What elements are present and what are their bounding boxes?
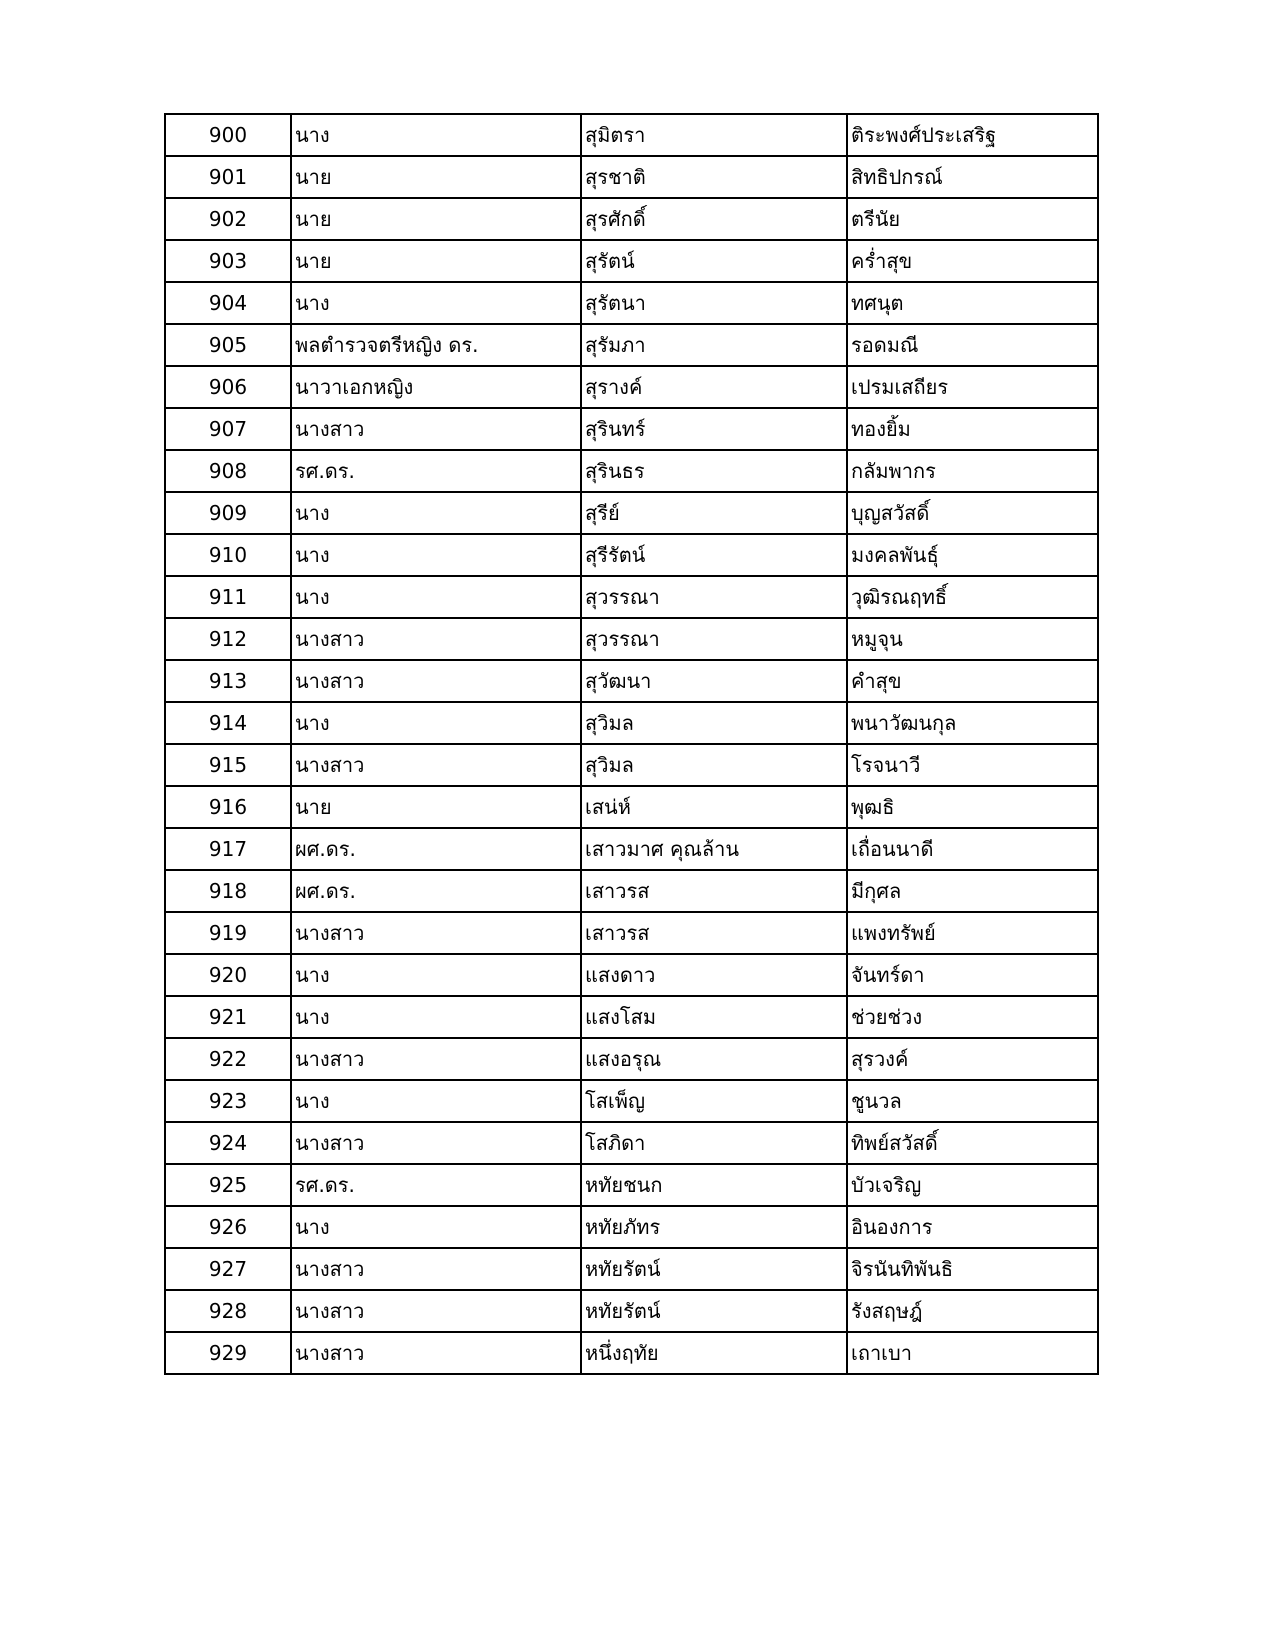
table-row xyxy=(165,912,1098,954)
row-number-cell: 909 xyxy=(165,492,291,534)
row-number-cell: 916 xyxy=(165,786,291,828)
row-number-cell: 912 xyxy=(165,618,291,660)
row-number-cell: 908 xyxy=(165,450,291,492)
first-name-cell: แสงดาว xyxy=(581,954,847,996)
title-cell: นาง xyxy=(291,576,581,618)
title-cell: นาง xyxy=(291,282,581,324)
table-row xyxy=(165,996,1098,1038)
first-name-cell: หทัยรัตน์ xyxy=(581,1290,847,1332)
last-name-cell: หมูจุน xyxy=(847,618,1098,660)
first-name-cell: หทัยรัตน์ xyxy=(581,1248,847,1290)
first-name-cell: หทัยภัทร xyxy=(581,1206,847,1248)
table-row xyxy=(165,954,1098,996)
table-row xyxy=(165,282,1098,324)
last-name-cell: พุฒธิ xyxy=(847,786,1098,828)
title-cell: นาง xyxy=(291,1206,581,1248)
last-name-cell: จันทร์ดา xyxy=(847,954,1098,996)
last-name-cell: เถื่อนนาดี xyxy=(847,828,1098,870)
first-name-cell: แสงโสม xyxy=(581,996,847,1038)
first-name-cell: เสน่ห์ xyxy=(581,786,847,828)
title-cell: นาง xyxy=(291,702,581,744)
last-name-cell: บัวเจริญ xyxy=(847,1164,1098,1206)
last-name-cell: อินองการ xyxy=(847,1206,1098,1248)
last-name-cell: คร่ำสุข xyxy=(847,240,1098,282)
row-number-cell: 903 xyxy=(165,240,291,282)
title-cell: รศ.ดร. xyxy=(291,1164,581,1206)
row-number-cell: 913 xyxy=(165,660,291,702)
row-number-cell: 925 xyxy=(165,1164,291,1206)
table-row xyxy=(165,1206,1098,1248)
first-name-cell: สุรินธร xyxy=(581,450,847,492)
row-number-cell: 907 xyxy=(165,408,291,450)
last-name-cell: คำสุข xyxy=(847,660,1098,702)
table-row xyxy=(165,1038,1098,1080)
name-roster-table xyxy=(164,113,1099,1375)
first-name-cell: สุมิตรา xyxy=(581,114,847,156)
table-row xyxy=(165,1164,1098,1206)
last-name-cell: จิรนันทิพันธิ xyxy=(847,1248,1098,1290)
first-name-cell: สุวิมล xyxy=(581,702,847,744)
last-name-cell: วุฒิรณฤทธิ์ xyxy=(847,576,1098,618)
row-number-cell: 906 xyxy=(165,366,291,408)
last-name-cell: กลัมพากร xyxy=(847,450,1098,492)
title-cell: พลตำรวจตรีหญิง ดร. xyxy=(291,324,581,366)
table-row xyxy=(165,450,1098,492)
title-cell: นาย xyxy=(291,156,581,198)
row-number-cell: 928 xyxy=(165,1290,291,1332)
row-number-cell: 915 xyxy=(165,744,291,786)
last-name-cell: มงคลพันธุ์ xyxy=(847,534,1098,576)
first-name-cell: สุรัตน์ xyxy=(581,240,847,282)
title-cell: นาย xyxy=(291,198,581,240)
row-number-cell: 902 xyxy=(165,198,291,240)
title-cell: นาง xyxy=(291,114,581,156)
title-cell: นาง xyxy=(291,492,581,534)
title-cell: ผศ.ดร. xyxy=(291,870,581,912)
last-name-cell: ชูนวล xyxy=(847,1080,1098,1122)
row-number-cell: 917 xyxy=(165,828,291,870)
row-number-cell: 900 xyxy=(165,114,291,156)
table-row xyxy=(165,114,1098,156)
last-name-cell: รอดมณี xyxy=(847,324,1098,366)
title-cell: นางสาว xyxy=(291,1290,581,1332)
first-name-cell: โสเพ็ญ xyxy=(581,1080,847,1122)
table-row xyxy=(165,156,1098,198)
first-name-cell: สุรีย์ xyxy=(581,492,847,534)
first-name-cell: หทัยชนก xyxy=(581,1164,847,1206)
row-number-cell: 929 xyxy=(165,1332,291,1374)
table-row xyxy=(165,702,1098,744)
title-cell: นาง xyxy=(291,534,581,576)
table-row xyxy=(165,1122,1098,1164)
row-number-cell: 904 xyxy=(165,282,291,324)
row-number-cell: 910 xyxy=(165,534,291,576)
first-name-cell: เสาวมาศ คุณล้าน xyxy=(581,828,847,870)
row-number-cell: 918 xyxy=(165,870,291,912)
first-name-cell: สุรัตนา xyxy=(581,282,847,324)
table-row xyxy=(165,1080,1098,1122)
first-name-cell: แสงอรุณ xyxy=(581,1038,847,1080)
table-row xyxy=(165,870,1098,912)
last-name-cell: ช่วยช่วง xyxy=(847,996,1098,1038)
table-row xyxy=(165,240,1098,282)
title-cell: นางสาว xyxy=(291,618,581,660)
table-row xyxy=(165,786,1098,828)
first-name-cell: สุรชาติ xyxy=(581,156,847,198)
title-cell: นาย xyxy=(291,240,581,282)
row-number-cell: 901 xyxy=(165,156,291,198)
table-row xyxy=(165,408,1098,450)
last-name-cell: ติระพงศ์ประเสริฐ xyxy=(847,114,1098,156)
title-cell: นางสาว xyxy=(291,660,581,702)
table-row xyxy=(165,1332,1098,1374)
title-cell: นาย xyxy=(291,786,581,828)
title-cell: นางสาว xyxy=(291,1248,581,1290)
row-number-cell: 926 xyxy=(165,1206,291,1248)
first-name-cell: สุวรรณา xyxy=(581,576,847,618)
last-name-cell: ตรีนัย xyxy=(847,198,1098,240)
table-row xyxy=(165,492,1098,534)
last-name-cell: รังสฤษฎ์ xyxy=(847,1290,1098,1332)
last-name-cell: เปรมเสถียร xyxy=(847,366,1098,408)
first-name-cell: สุวรรณา xyxy=(581,618,847,660)
first-name-cell: สุวัฒนา xyxy=(581,660,847,702)
last-name-cell: เถาเบา xyxy=(847,1332,1098,1374)
table-row xyxy=(165,324,1098,366)
table-row xyxy=(165,198,1098,240)
last-name-cell: ทศนุต xyxy=(847,282,1098,324)
last-name-cell: แพงทรัพย์ xyxy=(847,912,1098,954)
row-number-cell: 922 xyxy=(165,1038,291,1080)
title-cell: นาวาเอกหญิง xyxy=(291,366,581,408)
table-row xyxy=(165,366,1098,408)
first-name-cell: สุรัมภา xyxy=(581,324,847,366)
first-name-cell: หนึ่งฤทัย xyxy=(581,1332,847,1374)
first-name-cell: โสภิดา xyxy=(581,1122,847,1164)
table-row xyxy=(165,744,1098,786)
row-number-cell: 905 xyxy=(165,324,291,366)
table-row xyxy=(165,660,1098,702)
title-cell: นางสาว xyxy=(291,912,581,954)
table-row xyxy=(165,1248,1098,1290)
title-cell: นางสาว xyxy=(291,1038,581,1080)
table-row xyxy=(165,1290,1098,1332)
row-number-cell: 927 xyxy=(165,1248,291,1290)
row-number-cell: 921 xyxy=(165,996,291,1038)
first-name-cell: เสาวรส xyxy=(581,870,847,912)
row-number-cell: 911 xyxy=(165,576,291,618)
table-row xyxy=(165,618,1098,660)
first-name-cell: สุรินทร์ xyxy=(581,408,847,450)
row-number-cell: 920 xyxy=(165,954,291,996)
table-row xyxy=(165,534,1098,576)
table-row xyxy=(165,576,1098,618)
title-cell: นาง xyxy=(291,996,581,1038)
title-cell: นางสาว xyxy=(291,744,581,786)
last-name-cell: บุญสวัสดิ์ xyxy=(847,492,1098,534)
title-cell: นาง xyxy=(291,1080,581,1122)
last-name-cell: ทิพย์สวัสดิ์ xyxy=(847,1122,1098,1164)
first-name-cell: เสาวรส xyxy=(581,912,847,954)
last-name-cell: มีกุศล xyxy=(847,870,1098,912)
title-cell: นาง xyxy=(291,954,581,996)
title-cell: นางสาว xyxy=(291,1122,581,1164)
title-cell: นางสาว xyxy=(291,1332,581,1374)
last-name-cell: โรจนาวี xyxy=(847,744,1098,786)
row-number-cell: 919 xyxy=(165,912,291,954)
row-number-cell: 924 xyxy=(165,1122,291,1164)
table-row xyxy=(165,828,1098,870)
title-cell: รศ.ดร. xyxy=(291,450,581,492)
row-number-cell: 923 xyxy=(165,1080,291,1122)
title-cell: นางสาว xyxy=(291,408,581,450)
title-cell: ผศ.ดร. xyxy=(291,828,581,870)
roster-body xyxy=(165,114,1098,1374)
last-name-cell: สิทธิปกรณ์ xyxy=(847,156,1098,198)
last-name-cell: ทองยิ้ม xyxy=(847,408,1098,450)
last-name-cell: สุรวงค์ xyxy=(847,1038,1098,1080)
first-name-cell: สุรีรัตน์ xyxy=(581,534,847,576)
first-name-cell: สุวิมล xyxy=(581,744,847,786)
row-number-cell: 914 xyxy=(165,702,291,744)
last-name-cell: พนาวัฒนกุล xyxy=(847,702,1098,744)
first-name-cell: สุรศักดิ์ xyxy=(581,198,847,240)
first-name-cell: สุรางค์ xyxy=(581,366,847,408)
